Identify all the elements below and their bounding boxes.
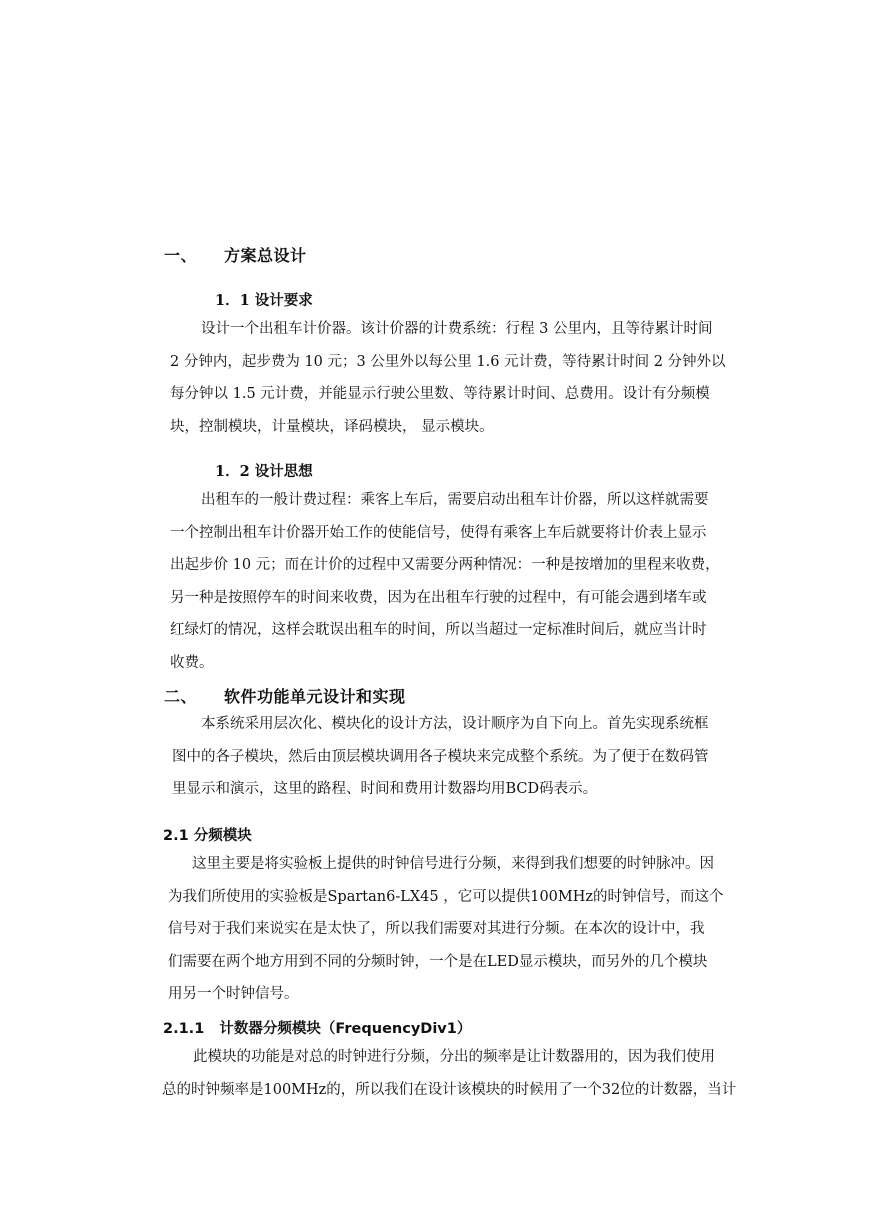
paragraph-line: 另一种是按照停车的时间来收费，因为在出租车行驶的过程中，有可能会遇到堵车或 xyxy=(170,589,707,606)
section-1-number: 一、 xyxy=(164,246,198,265)
paragraph-line: 每分钟以 1.5 元计费，并能显示行驶公里数、等待累计时间、总费用。设计有分频模 xyxy=(170,386,710,402)
paragraph-line: 用另一个时钟信号。 xyxy=(168,986,299,1002)
paragraph-line: 一个控制出租车计价器开始工作的使能信号，使得有乘客上车后就要将计价表上显示 xyxy=(170,524,707,541)
paragraph-line: 出租车的一般计费过程：乘客上车后，需要启动出租车计价器，所以这样就需要 xyxy=(201,492,709,508)
section-1-heading xyxy=(164,243,307,266)
paragraph-line: 图中的各子模块，然后由顶层模块调用各子模块来完成整个系统。为了便于在数码管 xyxy=(172,748,709,765)
paragraph-line: 里显示和演示，这里的路程、时间和费用计数器均用BCD码表示。 xyxy=(172,781,598,797)
subsection-2-1-1-heading: 2.1.1 计数器分频模块（FrequencyDiv1） xyxy=(163,1021,472,1037)
paragraph-line: 们需要在两个地方用到不同的分频时钟，一个是在LED显示模块，而另外的几个模块 xyxy=(168,953,708,970)
paragraph-line: 本系统采用层次化、模块化的设计方法，设计顺序为自下向上。首先实现系统框 xyxy=(201,716,709,732)
paragraph-line: 信号对于我们来说实在是太快了，所以我们需要对其进行分频。在本次的设计中，我 xyxy=(168,921,705,937)
paragraph-line: 出起步价 10 元；而在计价的过程中又需要分两种情况：一种是按增加的里程来收费， xyxy=(170,557,720,573)
subsection-1-1-heading: 1．1 设计要求 xyxy=(215,292,313,309)
paragraph-line: 红绿灯的情况，这样会耽误出租车的时间，所以当超过一定标准时间后，就应当计时 xyxy=(170,622,707,638)
subsection-1-2-paragraph xyxy=(170,484,738,679)
paragraph-line: 设计一个出租车计价器。该计价器的计费系统：行程 3 公里内，且等待累计时间 xyxy=(201,321,713,337)
paragraph-line: 2 分钟内，起步费为 10 元；3 公里外以每公里 1.6 元计费，等待累计时间 2 分钟外以 xyxy=(170,353,726,370)
paragraph-line: 为我们所使用的实验板是Spartan6-LX45 ，它可以提供100MHz的时钟信号，而这个 xyxy=(168,888,724,905)
subsection-1-2-heading: 1．2 设计思想 xyxy=(215,463,313,480)
subsection-2-1-1-paragraph xyxy=(162,1041,738,1106)
paragraph-line: 收费。 xyxy=(170,654,214,671)
subsection-2-1-paragraph xyxy=(168,848,738,1011)
subsection-2-1-heading: 2.1 分频模块 xyxy=(163,828,252,844)
subsection-1-1-paragraph xyxy=(170,313,738,443)
paragraph-line: 总的时钟频率是100MHz的，所以我们在设计该模块的时候用了一个32位的计数器，当计 xyxy=(162,1081,737,1098)
section-2-number: 二、 xyxy=(164,687,198,706)
section-2-heading xyxy=(164,684,406,707)
paragraph-line: 这里主要是将实验板上提供的时钟信号进行分频，来得到我们想要的时钟脉冲。因 xyxy=(192,856,714,872)
paragraph-line: 此模块的功能是对总的时钟进行分频，分出的频率是让计数器用的，因为我们使用 xyxy=(193,1049,715,1065)
section-2-intro-paragraph xyxy=(172,708,740,806)
paragraph-line: 块，控制模块，计量模块，译码模块， 显示模块。 xyxy=(170,418,494,435)
section-2-title: 软件功能单元设计和实现 xyxy=(224,687,406,706)
section-1-title: 方案总设计 xyxy=(224,246,307,265)
